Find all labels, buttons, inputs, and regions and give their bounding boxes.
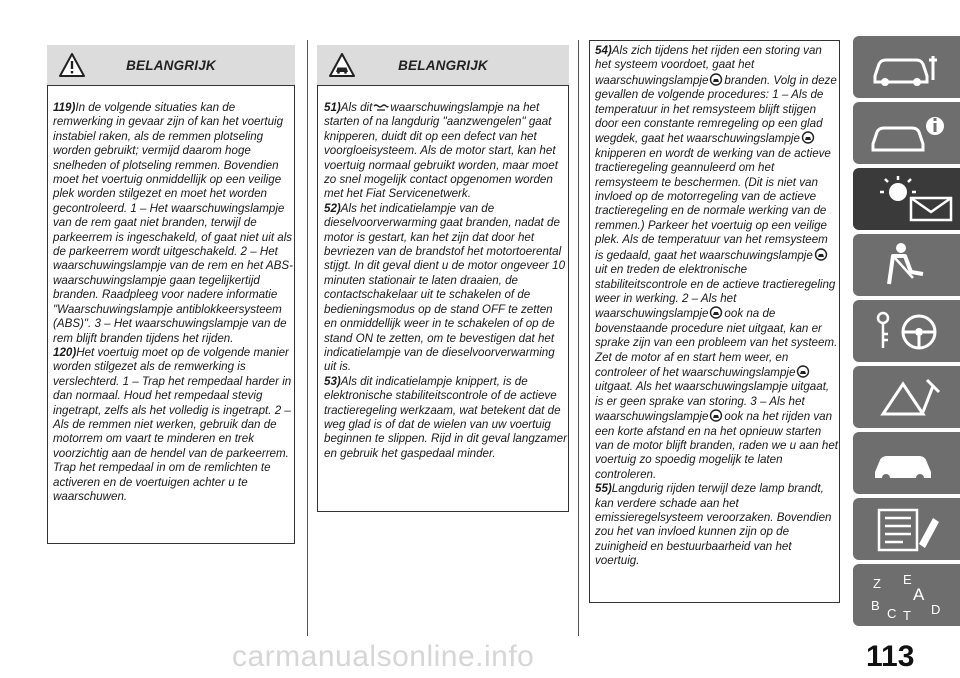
left-warning-header <box>47 45 295 85</box>
note-number-53: 53) <box>324 374 341 388</box>
warning-triangle-icon <box>59 53 85 77</box>
tab-starting-driving[interactable] <box>853 300 960 362</box>
note-text-54e: ook na de bovenstaande procedure niet uitgaat, kan er sprake zijn van een probleem van het systeem. Zet de motor af en start hem weer, en controleer of het waarschuwingslampje <box>595 307 838 379</box>
slip-warning-icon <box>796 365 810 378</box>
note-text-54d: uit en treden de elektronische stabiliteitscontrole en de actieve tractieregeling weer in werking. 2 – Als het waarschuwingslampje <box>595 263 836 321</box>
watermark: carmanualsonline.info <box>232 640 535 673</box>
alphabetical-index-icon <box>853 564 960 626</box>
page-number: 113 <box>866 640 915 673</box>
steering-key-icon <box>853 300 960 362</box>
seat-safety-icon <box>853 234 960 296</box>
note-number-119: 119) <box>53 101 76 114</box>
svg-text:B: B <box>871 598 880 613</box>
tab-car-info[interactable] <box>853 102 960 164</box>
tab-warning-lights[interactable] <box>853 168 960 230</box>
svg-text:T: T <box>903 608 911 623</box>
note-text-54b: branden. Volg in deze gevallen de volgende procedures: 1 – Als de temperatuur in het remsysteem blijft stijgen door een constante remregeling op een glad wegdek, gaat het waarschuwingslampje <box>595 73 837 146</box>
left-warning-title: BELANGRIJK <box>126 57 216 73</box>
specifications-list-icon <box>853 498 960 560</box>
note-number-51: 51) <box>324 101 341 114</box>
car-maintenance-icon <box>853 432 960 494</box>
svg-text:A: A <box>913 585 925 604</box>
column-divider-right <box>578 40 579 636</box>
tab-emergency[interactable] <box>853 366 960 428</box>
note-text-53: Als dit indicatielampje knippert, is de elektronische stabiliteitscontrole of de actieve tractieregeling werkzaam, wat betekent dat de weg glad is of dat de wielen van uw voertuig beginnen te slippen. Rijd in dit geval langzamer en gebruik het gaspedaal minder. <box>324 374 567 460</box>
svg-text:C: C <box>887 606 897 621</box>
mid-warning-header <box>317 45 569 85</box>
svg-text:Z: Z <box>873 576 881 591</box>
slip-warning-icon <box>801 131 815 144</box>
note-text-55: Langdurig rijden terwijl deze lamp brandt, kan verdere schade aan het emissieregelsysteem veroorzaken. Bovendien zou het van invloed kunnen zijn op de zuinigheid en bestuurbaarheid van het voertuig. <box>595 482 832 568</box>
tab-maintenance[interactable] <box>853 432 960 494</box>
car-info-icon <box>853 102 960 164</box>
car-overview-icon <box>853 36 960 98</box>
slip-warning-icon <box>814 248 828 261</box>
note-text-54g: ook na het rijden van een korte afstand en na het opnieuw starten van de motor blijft branden, raden we u aan het voertuig zo spoedig mogelijk te laten controleren. <box>595 410 838 481</box>
note-text-51b: waarschuwingslampje na het starten of na langdurig "aanzwengelen" gaat knipperen, duidt dit op een defect van het voorgloeisysteem. Als de motor start, kan het voertuig normaal gebruikt worden, maar moet zo snel mogelijk contact opgenomen worden met het Fiat Servicenetwerk. <box>324 101 558 201</box>
mid-warning-text <box>324 101 568 461</box>
emergency-tools-icon <box>853 366 960 428</box>
tab-car-overview[interactable] <box>853 36 960 98</box>
tab-index[interactable] <box>853 564 960 626</box>
svg-text:E: E <box>903 572 912 587</box>
column-divider-left <box>307 40 308 636</box>
mid-warning-title: BELANGRIJK <box>398 57 488 73</box>
note-number-120: 120) <box>53 345 77 359</box>
note-number-54: 54) <box>595 44 612 57</box>
note-number-55: 55) <box>595 482 612 496</box>
note-text-54a: Als zich tijdens het rijden een storing van het systeem voordoet, gaat het waarschuwingslampje <box>595 44 822 87</box>
glow-plug-icon <box>373 103 389 113</box>
slip-warning-icon <box>709 306 723 319</box>
right-warning-text <box>595 44 839 569</box>
slip-warning-icon <box>709 409 723 422</box>
slip-warning-icon <box>709 73 723 86</box>
note-number-52: 52) <box>324 201 341 215</box>
car-warning-icon <box>329 53 355 77</box>
note-text-119: In de volgende situaties kan de remwerking in gevaar zijn of kan het voertuig instabiel raken, als de remmen plotseling worden gebruikt; vermijd daarom hoge snelheden of plotseling remmen. Bovendien moet het voertuig onmiddellijk op een veilige plek worden stilgezet en moet het worden gecontroleerd. 1 – Het waarschuwingslampje van de rem gaat niet branden, terwijl de parkeerrem is ingeschakeld, of gaat niet uit als de parkeerrem wordt uitgeschakeld. 2 – Het waarschuwingslampje van de rem en het ABS-waarschuwingslampje gaan tegelijkertijd branden. Raadpleeg voor nadere informatie "Waarschuwingslampje antiblokkeersysteem (ABS)". 3 – Het waarschuwingslampje van de rem blijft branden tijdens het rijden. <box>53 101 293 345</box>
left-warning-text <box>53 101 293 504</box>
tab-safety[interactable] <box>853 234 960 296</box>
note-text-54c: knipperen en wordt de werking van de actieve tractieregeling geannuleerd om het remsysteem te beschermen. (Dit is niet van invloed op de motorregeling van de actieve tractieregeling en de normale werking van de remmen.) Parkeer het voertuig op een veilige plek. Als de temperatuur van het remsysteem is gedaald, gaat het waarschuwingslampje <box>595 146 831 262</box>
note-text-120: Het voertuig moet op de volgende manier worden stilgezet als de remwerking is verslechterd. 1 – Trap het rempedaal harder in dan normaal. Houd het rempedaal stevig ingetrapt, zelfs als het volledig is ingetrapt. 2 – Als de remmen niet werken, gebruik dan de motorrem om vaart te minderen en trek voorzichtig aan de hendel van de parkeerrem. Trap het rempedaal in om de remlichten te activeren en de voertuigen achter u te waarschuwen. <box>53 345 292 503</box>
tab-specifications[interactable] <box>853 498 960 560</box>
warning-light-message-icon <box>853 168 960 230</box>
note-text-54f: uitgaat. Als het waarschuwingslampje uitgaat, is er geen sprake van storing. 3 – Als het waarschuwingslampje <box>595 380 830 424</box>
svg-text:D: D <box>931 602 941 617</box>
note-text-51a: Als dit <box>340 101 373 114</box>
note-text-52: Als het indicatielampje van de dieselvoorverwarming gaat branden, nadat de motor is gestart, kan het zijn dat door het bevriezen van de brandstof het motortoerental stijgt. In dit geval dient u de motor ongeveer 10 minuten stationair te laten draaien, de contactschakelaar uit te schakelen of de bedieningsmodus op de stand OFF te zetten en onmiddellijk weer in te schakelen of op de stand ON te zetten, om te bevestigen dat het indicatielampje van de dieselvoorverwarming uit is. <box>324 201 566 374</box>
